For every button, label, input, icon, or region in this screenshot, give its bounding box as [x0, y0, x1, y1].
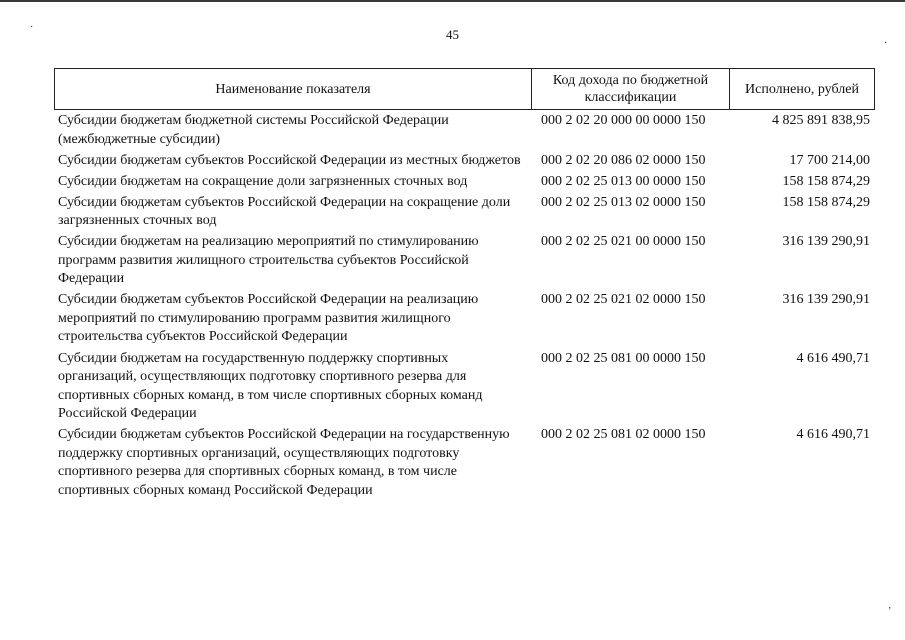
scan-top-border — [0, 0, 905, 2]
income-code: 000 2 02 25 013 02 0000 150 — [541, 194, 706, 210]
table-row — [54, 173, 875, 192]
indicator-name: Субсидии бюджетам на реализацию мероприятий по стимулированию программ развития жилищного строительства субъектов Российской Федерации — [58, 234, 479, 287]
indicator-name: Субсидии бюджетам субъектов Российской Федерации из местных бюджетов — [58, 152, 521, 168]
table-body — [54, 112, 875, 503]
income-code: 000 2 02 20 086 02 0000 150 — [541, 152, 706, 168]
scan-speck: · — [30, 22, 34, 33]
header-income-code: Код дохода по бюджетной классификации — [532, 69, 730, 109]
indicator-name: Субсидии бюджетам на сокращение доли загрязненных сточных вод — [58, 173, 468, 189]
header-executed-amount: Исполнено, рублей — [745, 81, 859, 97]
income-code: 000 2 02 25 021 02 0000 150 — [541, 292, 706, 308]
table-row — [54, 152, 875, 171]
income-code: 000 2 02 25 013 00 0000 150 — [541, 173, 706, 189]
table-row — [54, 194, 875, 231]
page-number: 45 — [446, 27, 459, 42]
scan-speck: ‚ — [888, 600, 892, 611]
income-code: 000 2 02 25 081 00 0000 150 — [541, 350, 706, 366]
table-row — [54, 350, 875, 424]
executed-amount: 4 616 490,71 — [796, 427, 870, 443]
table-row — [54, 291, 875, 347]
indicator-name: Субсидии бюджетам субъектов Российской Федерации на государственную поддержку спортивных организаций, осуществляющих подготовку спортивного резерва для спортивных сборных команд, в том числе спортивных сборных команд Российской Федерации — [58, 427, 510, 498]
executed-amount: 17 700 214,00 — [789, 152, 870, 168]
executed-amount: 4 616 490,71 — [796, 350, 870, 366]
executed-amount: 4 825 891 838,95 — [772, 113, 870, 128]
executed-amount: 158 158 874,29 — [782, 194, 870, 210]
income-code: 000 2 02 20 000 00 0000 150 — [541, 113, 706, 128]
table-row — [54, 233, 875, 289]
scan-speck: · — [884, 38, 888, 49]
executed-amount: 158 158 874,29 — [782, 173, 870, 189]
indicator-name: Субсидии бюджетам на государственную поддержку спортивных организаций, осуществляющих подготовку спортивного резерва для спортивных сборных команд, в том числе спортивных сборных команд Российской Федерации — [58, 350, 483, 422]
income-code: 000 2 02 25 081 02 0000 150 — [541, 427, 706, 443]
indicator-name: Субсидии бюджетам субъектов Российской Федерации на реализацию мероприятий по стимулированию программ развития жилищного строительства субъектов Российской Федерации — [58, 292, 479, 345]
table-header — [54, 68, 875, 110]
executed-amount: 316 139 290,91 — [782, 292, 870, 308]
table-row — [54, 426, 875, 500]
indicator-name: Субсидии бюджетам субъектов Российской Федерации на сокращение доли загрязненных сточных вод — [58, 194, 511, 229]
table-row — [54, 112, 875, 149]
executed-amount: 316 139 290,91 — [782, 234, 870, 250]
income-code: 000 2 02 25 021 00 0000 150 — [541, 234, 706, 250]
header-indicator-name: Наименование показателя — [55, 69, 532, 109]
indicator-name: Субсидии бюджетам бюджетной системы Российской Федерации (межбюджетные субсидии) — [58, 113, 449, 147]
